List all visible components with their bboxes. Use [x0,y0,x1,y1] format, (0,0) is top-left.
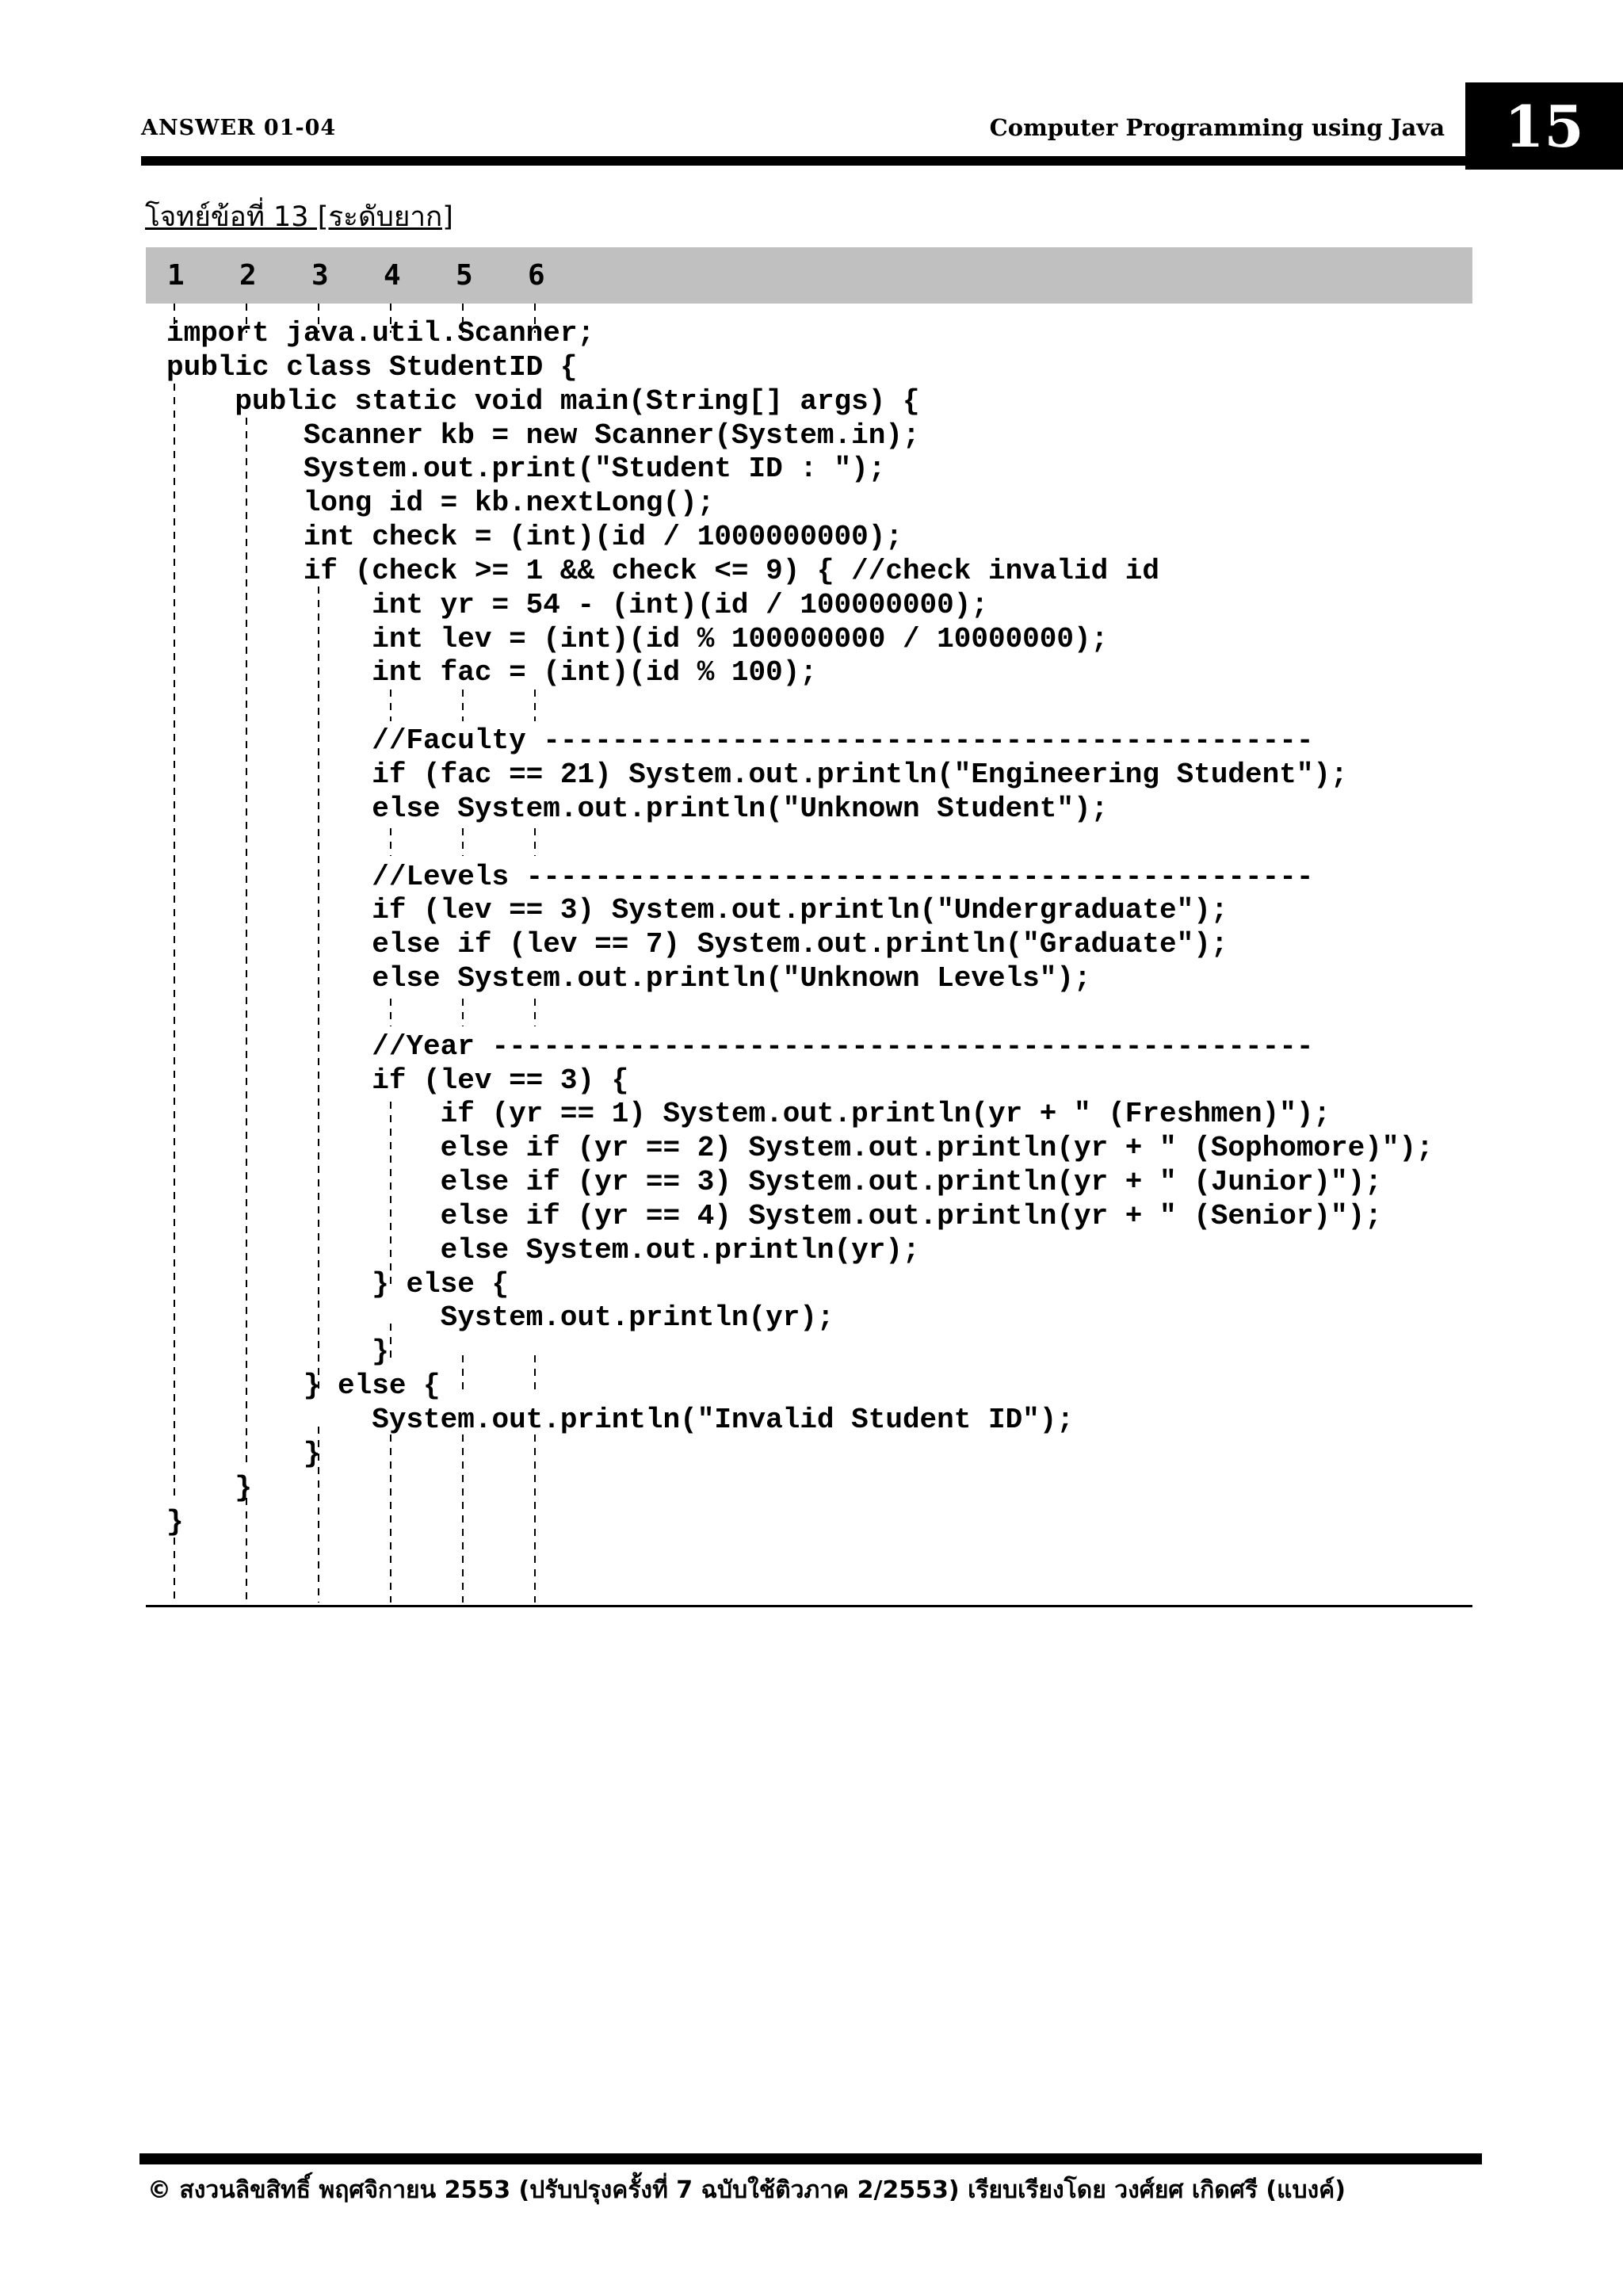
page-number: 15 [1465,82,1623,170]
code-line: //Levels ---------------------------------------------- [166,860,1314,893]
copyright-footer: © สงวนลิขสิทธิ์ พฤศจิกายน 2553 (ปรับปรุงครั้งที่ 7 ฉบับใช้ติวภาค 2/2553) เรียบเรียงโดย วงศ์ยศ เกิดศรี (แบงค์) [147,2176,1346,2204]
code-line: import java.util.Scanner; [166,317,595,350]
code-line: else if (yr == 2) System.out.println(yr + " (Sophomore)"); [166,1132,1434,1165]
code-line: else System.out.println("Unknown Levels"); [166,962,1091,995]
code-line: long id = kb.nextLong(); [166,487,715,520]
code-line: else if (yr == 4) System.out.println(yr + " (Senior)"); [166,1199,1382,1232]
header-rule [141,156,1480,166]
chapter-label: ANSWER 01-04 [141,116,337,140]
ruler-mark-3: 3 [311,259,329,292]
code-line: System.out.println(yr); [166,1301,834,1335]
code-line: int lev = (int)(id % 100000000 / 10000000); [166,622,1109,655]
ruler-mark-5: 5 [456,259,473,292]
code-line: System.out.println("Invalid Student ID"); [166,1404,1074,1436]
code-line [166,996,1434,1030]
code-line: } else { [166,1267,510,1301]
code-line: } [166,1437,321,1470]
code-line: if (yr == 1) System.out.println(yr + " (Freshmen)"); [166,1098,1331,1131]
code-line [166,690,1434,724]
code-line: if (fac == 21) System.out.println("Engineering Student"); [166,758,1348,791]
code-line: int fac = (int)(id % 100); [166,656,817,690]
code-line: if (check >= 1 && check <= 9) { //check invalid id [166,554,1160,587]
footer-rule [139,2153,1482,2164]
ruler-mark-6: 6 [528,259,545,292]
code-line [166,827,1434,861]
indent-ruler [146,247,1472,304]
code-line: else System.out.println(yr); [166,1233,920,1266]
code-line: int check = (int)(id / 1000000000); [166,521,903,554]
code-line: else if (yr == 3) System.out.println(yr + " (Junior)"); [166,1166,1382,1199]
code-line: public static void main(String[] args) { [166,384,920,418]
code-line: if (lev == 3) System.out.println("Undergraduate"); [166,894,1228,927]
code-line: else System.out.println("Unknown Student"); [166,792,1109,825]
code-line: if (lev == 3) { [166,1064,629,1097]
code-line: } [166,1471,253,1504]
code-line: } [166,1505,184,1538]
book-title: Computer Programming using Java [989,114,1445,141]
ruler-mark-2: 2 [239,259,257,292]
code-line: } [166,1335,389,1369]
code-line: public class StudentID { [166,350,578,384]
code-line: //Year ------------------------------------------------ [166,1030,1314,1063]
code-listing [166,317,1434,1539]
code-line: //Faculty --------------------------------------------- [166,724,1314,758]
code-bottom-rule [146,1605,1472,1607]
code-line: Scanner kb = new Scanner(System.in); [166,418,920,452]
code-line: int yr = 54 - (int)(id / 100000000); [166,588,988,621]
code-line: else if (lev == 7) System.out.println("Graduate"); [166,928,1228,961]
code-line: } else { [166,1370,441,1403]
exercise-title: โจทย์ข้อที่ 13 [ระดับยาก] [145,201,453,233]
ruler-mark-1: 1 [167,259,185,292]
code-line: System.out.print("Student ID : "); [166,453,886,486]
ruler-mark-4: 4 [384,259,401,292]
